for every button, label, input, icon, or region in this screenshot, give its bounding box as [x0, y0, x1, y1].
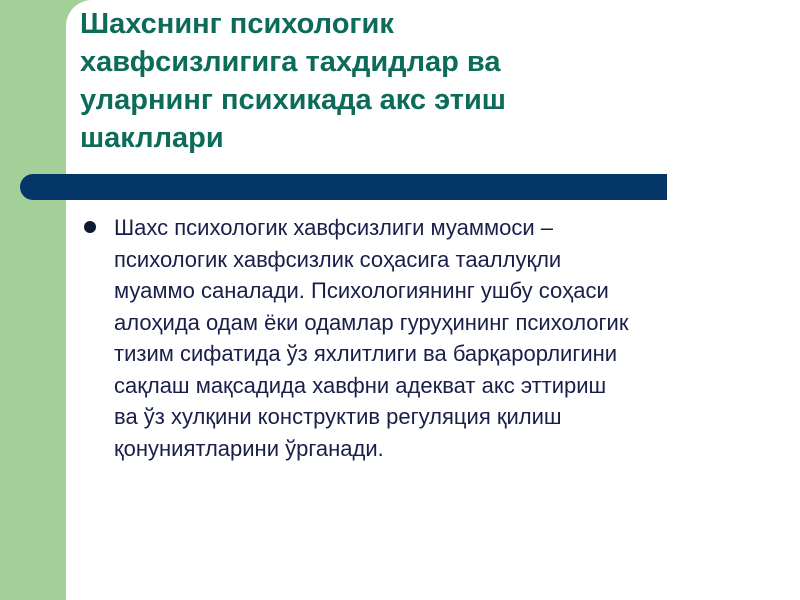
bullet-text-line: алоҳида одам ёки одамлар гуруҳининг психологик — [114, 309, 629, 335]
bullet-text-line: қонуниятларини ўрганади. — [114, 435, 384, 461]
title-line: хавфсизлигига тахдидлар ва — [80, 46, 501, 78]
slide-title — [80, 5, 720, 157]
bullet-text-line: психологик хавфсизлик соҳасига тааллуқли — [114, 246, 562, 272]
title-line: Шахснинг психологик — [80, 8, 394, 40]
title-line: шакллари — [80, 122, 224, 154]
bullet-icon — [84, 221, 96, 233]
bullet-text-line: тизим сифатида ўз яхлитлиги ва барқарорлигини — [114, 341, 618, 366]
bullet-text-line: муаммо саналади. Психологиянинг ушбу соҳаси — [114, 278, 609, 303]
bullet-text-line: ва ўз хулқини конструктив регуляция қилиш — [114, 404, 562, 429]
title-divider-bar — [20, 174, 667, 200]
title-line: уларнинг психикада акс этиш — [80, 84, 506, 116]
bullet-text-line: сақлаш мақсадида хавфни адекват акс эттириш — [114, 372, 607, 398]
bullet-text — [114, 212, 628, 464]
bullet-text-line: Шахс психологик хавфсизлиги муаммоси – — [114, 215, 554, 240]
